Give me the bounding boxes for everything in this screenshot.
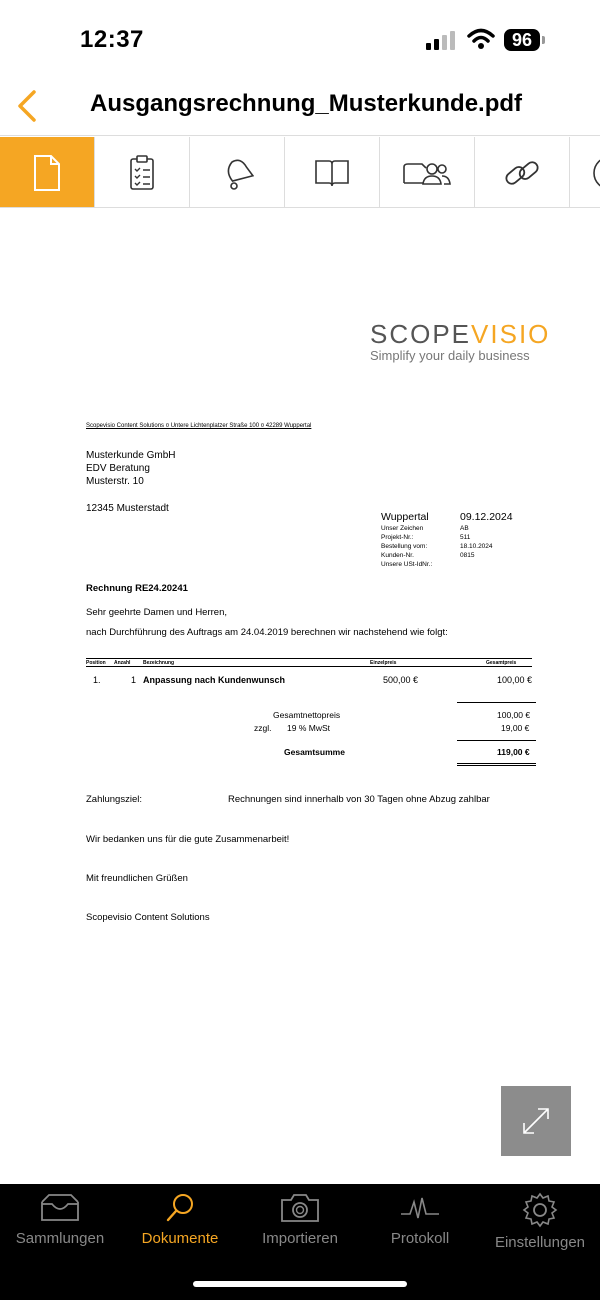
contacts-icon: [402, 159, 452, 187]
battery-tip: [542, 36, 545, 44]
tool-document[interactable]: [0, 137, 95, 208]
gear-icon: [519, 1192, 561, 1228]
activity-icon: [399, 1192, 441, 1224]
tab-sammlungen[interactable]: Sammlungen: [0, 1192, 120, 1247]
vat-label: 19 % MwSt: [287, 723, 330, 733]
sum-value: 119,00 €: [497, 747, 530, 757]
battery-level: 96: [504, 29, 540, 51]
book-icon: [314, 158, 350, 188]
net-value: 100,00 €: [497, 710, 531, 720]
regards-text: Mit freundlichen Grüßen: [86, 873, 188, 884]
checklist-icon: [129, 155, 155, 191]
more-icon: [592, 155, 600, 191]
pdf-page[interactable]: SCOPEVISIO Simplify your daily business Scopevisio Content Solutions ¤ Untere Lichtenplatzer Straße 100 ¤ 42289 Wuppertal Musterkunde GmbH EDV Beratung Musterstr. 10 12345 Musterstadt Wuppertal 09.12.2024 Unser Zeichen AB Projekt-Nr.: 511 Bestellung vom: 18.10.2024 Kunden-Nr. 0815 Unsere USt-IdNr.: Rechnung RE24.20241 Sehr geehrte Damen und Herren, nach Durchführung des Auftrags am 24.04.2019 berechnen wir nachstehend wie folgt: Position Anzahl Bezeichnung Einzelpreis Gesamtpreis 1. 1 Anpassung nach Kundenwunsch 500,00 € 100,00 € Gesamtnettopreis 100,00 € zzgl. 19 % MwSt 19,00 € Gesamtsumme 119,00 € Zahlungsziel: Rechnungen sind innerhalb von 30 Tagen ohne Abzug zahlbar Wir bedanken uns für die gute Zusammenarbeit! Mit freundlichen Grüßen Scopevisio Content Solutions: [0, 209, 600, 1184]
tool-link[interactable]: [475, 137, 570, 208]
back-chevron-icon[interactable]: [14, 88, 44, 124]
company-logo: SCOPEVISIO Simplify your daily business: [370, 319, 551, 363]
intro-text: nach Durchführung des Auftrags am 24.04.2019 berechnen wir nachstehend wie folgt:: [86, 627, 448, 638]
bell-icon: [220, 155, 254, 191]
cellular-signal-icon: [426, 30, 458, 50]
wifi-icon: [467, 28, 495, 50]
tool-checklist[interactable]: [95, 137, 190, 208]
invoice-meta: Wuppertal 09.12.2024 Unser Zeichen AB Projekt-Nr.: 511 Bestellung vom: 18.10.2024 Kunden-Nr. 0815 Unsere USt-IdNr.:: [381, 511, 513, 568]
net-label: Gesamtnettopreis: [273, 710, 341, 720]
thanks-text: Wir bedanken uns für die gute Zusammenarbeit!: [86, 834, 290, 845]
search-icon: [159, 1192, 201, 1224]
payment-terms: Rechnungen sind innerhalb von 30 Tagen ohne Abzug zahlbar: [228, 794, 490, 805]
table-header: Position Anzahl Bezeichnung Einzelpreis Gesamtpreis: [86, 658, 532, 667]
payment-label: Zahlungsziel:: [86, 794, 142, 805]
double-rule-1: [457, 763, 536, 764]
sender-line: Scopevisio Content Solutions ¤ Untere Lichtenplatzer Straße 100 ¤ 42289 Wuppertal: [86, 423, 312, 429]
document-icon: [32, 154, 62, 192]
vat-prefix: zzgl.: [254, 723, 272, 733]
company-signature: Scopevisio Content Solutions: [86, 912, 210, 923]
tab-einstellungen[interactable]: Einstellungen: [480, 1192, 600, 1251]
fullscreen-button[interactable]: [501, 1086, 571, 1156]
tab-protokoll[interactable]: Protokoll: [360, 1192, 480, 1247]
tool-book[interactable]: [285, 137, 380, 208]
recipient-address: Musterkunde GmbH EDV Beratung Musterstr. 10: [86, 450, 176, 487]
tab-importieren[interactable]: Importieren: [240, 1192, 360, 1247]
double-rule-2: [457, 765, 536, 766]
tool-contacts[interactable]: [380, 137, 475, 208]
camera-icon: [279, 1192, 321, 1224]
vat-value: 19,00 €: [501, 723, 530, 733]
tool-reminder[interactable]: [190, 137, 285, 208]
link-icon: [503, 156, 541, 190]
subtotal-rule: [457, 702, 536, 703]
tray-icon: [39, 1192, 81, 1224]
status-time: 12:37: [80, 26, 144, 53]
recipient-city: 12345 Musterstadt: [86, 503, 169, 514]
nav-bar: [0, 80, 600, 136]
sum-label: Gesamtsumme: [284, 747, 345, 757]
status-bar: [0, 0, 600, 80]
greeting: Sehr geehrte Damen und Herren,: [86, 607, 227, 618]
total-rule: [457, 740, 536, 741]
expand-arrows-icon: [520, 1105, 552, 1137]
document-title: Ausgangsrechnung_Musterkunde.pdf: [90, 90, 523, 117]
tab-dokumente[interactable]: Dokumente: [120, 1192, 240, 1247]
invoice-number: Rechnung RE24.20241: [86, 583, 188, 594]
tool-more[interactable]: [570, 137, 600, 208]
document-toolbar: [0, 137, 600, 208]
home-indicator: [193, 1281, 407, 1287]
